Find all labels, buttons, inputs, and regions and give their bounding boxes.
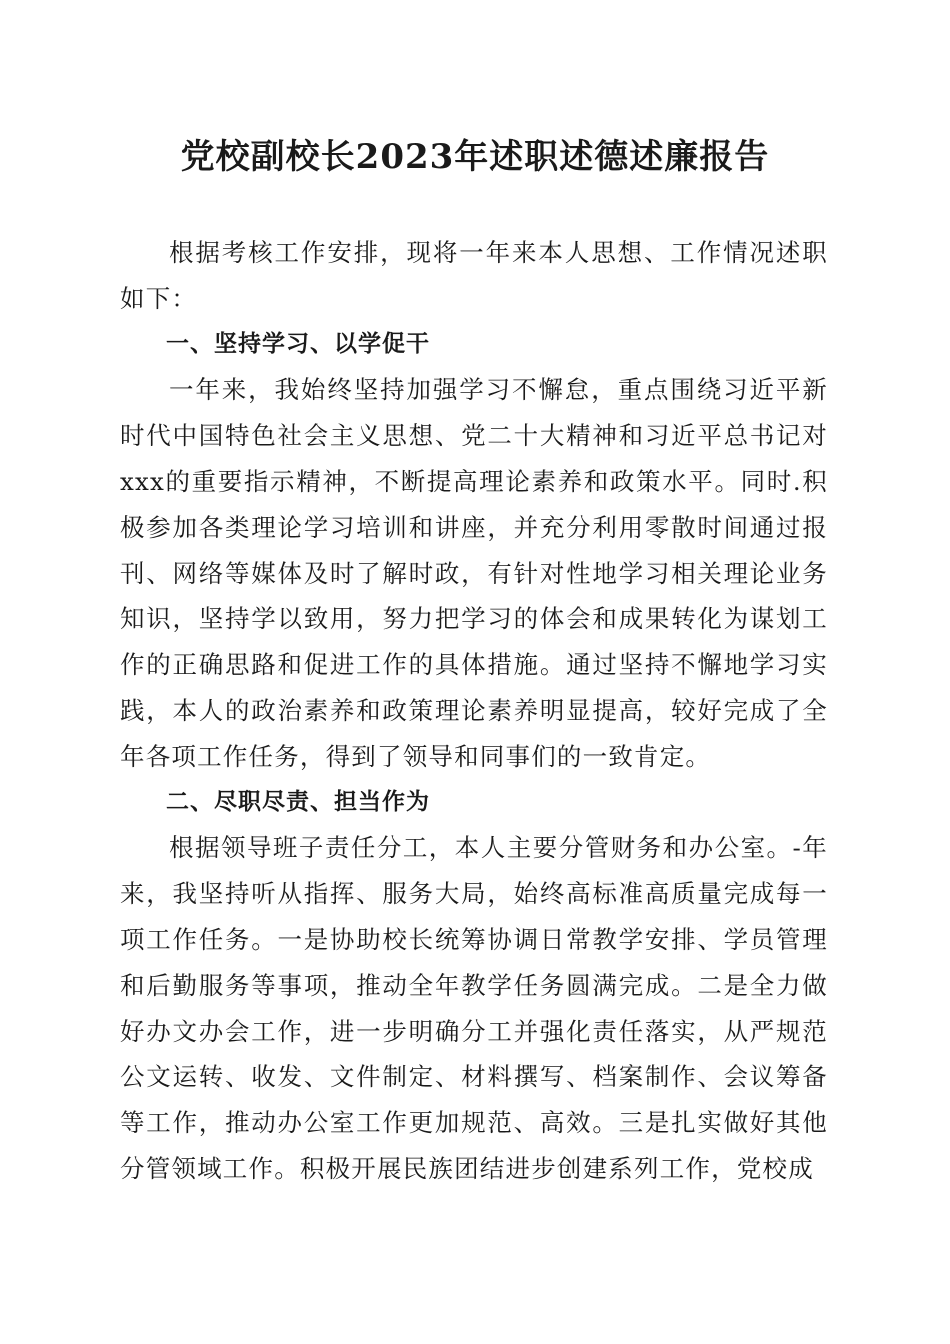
section-heading-1: 一、坚持学习、以学促干 xyxy=(166,330,430,357)
section-2-paragraph: 根据领导班子责任分工，本人主要分管财务和办公室。-年来，我坚持听从指挥、服务大局，始终高标准高质量完成每一项工作任务。一是协助校长统筹协调日常教学安排、学员管理和后勤服务等事项，推动全年教学任务圆满完成。二是全力做好办文办会工作，进一步明确分工并强化责任落实，从严规范公文运转、收发、文件制定、材料撰写、档案制作、会议筹备等工作，推动办公室工作更加规范、高效。三是扎实做好其他分管领域工作。积极开展民族团结进步创建系列工作，党校成 xyxy=(120,833,828,1183)
document-title: 党校副校长2023年述职述德述廉报告 xyxy=(180,137,770,177)
document-body xyxy=(120,230,828,1192)
intro-paragraph: 根据考核工作安排，现将一年来本人思想、工作情况述职如下： xyxy=(120,238,828,313)
section-1-paragraph: 一年来，我始终坚持加强学习不懈怠，重点围绕习近平新时代中国特色社会主义思想、党二十大精神和习近平总书记对xxx的重要指示精神，不断提高理论素养和政策水平。同时.积极参加各类理论学习培训和讲座，并充分利用零散时间通过报刊、网络等媒体及时了解时政，有针对性地学习相关理论业务知识，坚持学以致用，努力把学习的体会和成果转化为谋划工作的正确思路和促进工作的具体措施。通过坚持不懈地学习实践，本人的政治素养和政策理论素养明显提高，较好完成了全年各项工作任务，得到了领导和同事们的一致肯定。 xyxy=(120,375,828,771)
section-heading-2: 二、尽职尽责、担当作为 xyxy=(166,788,430,815)
